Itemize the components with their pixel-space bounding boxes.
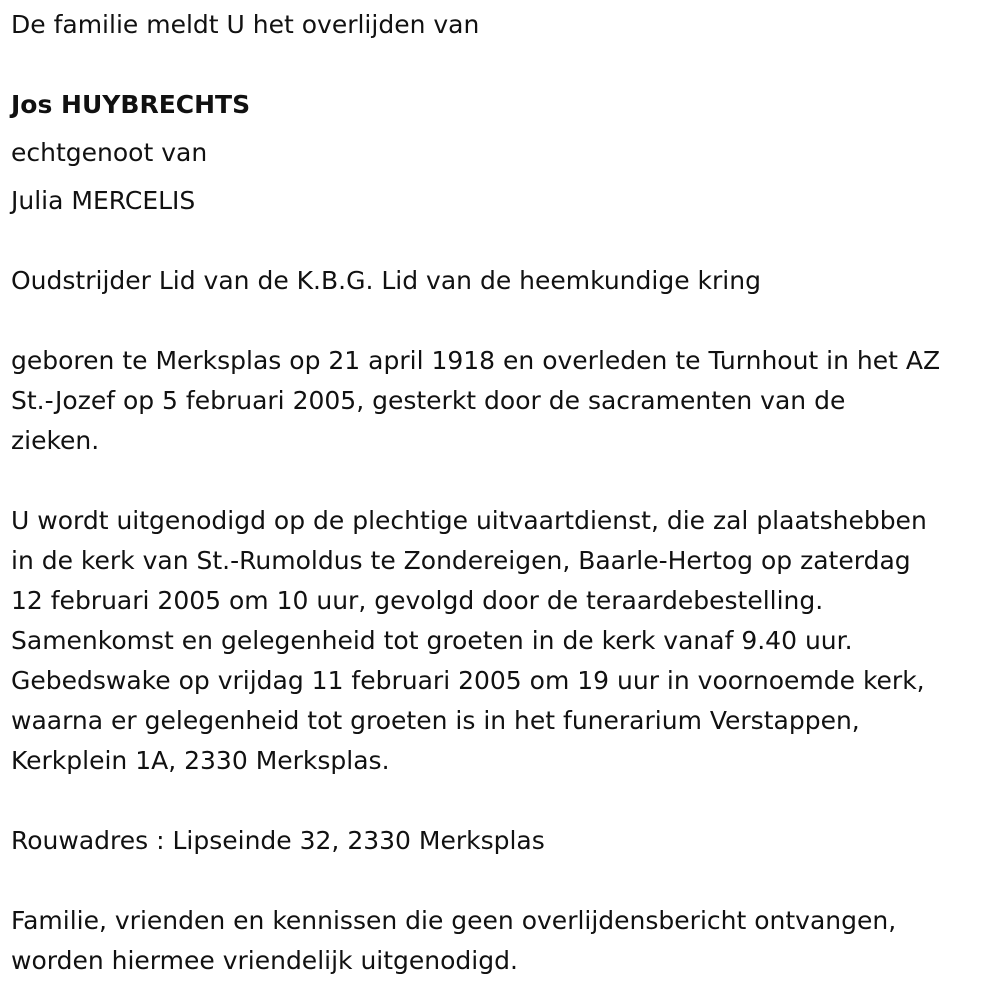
paragraph-line: U wordt uitgenodigd op de plechtige uitvaartdienst, die zal plaatshebben bbox=[11, 506, 927, 535]
paragraph-line: St.-Jozef op 5 februari 2005, gesterkt door de sacramenten van de bbox=[11, 386, 846, 415]
spouse-name: Julia MERCELIS bbox=[11, 186, 196, 215]
closing-paragraph bbox=[11, 901, 996, 981]
paragraph-line: in de kerk van St.-Rumoldus te Zondereigen, Baarle-Hertog op zaterdag bbox=[11, 546, 911, 575]
birth-death-paragraph bbox=[11, 341, 996, 461]
death-notice bbox=[11, 5, 996, 981]
paragraph-line: Kerkplein 1A, 2330 Merksplas. bbox=[11, 746, 390, 775]
paragraph-line: worden hiermee vriendelijk uitgenodigd. bbox=[11, 946, 518, 975]
relation-text: echtgenoot van bbox=[11, 138, 208, 167]
affiliations-text: Oudstrijder Lid van de K.B.G. Lid van de heemkundige kring bbox=[11, 266, 761, 295]
paragraph-line: zieken. bbox=[11, 426, 100, 455]
mourning-address: Rouwadres : Lipseinde 32, 2330 Merksplas bbox=[11, 826, 545, 855]
paragraph-line: geboren te Merksplas op 21 april 1918 en overleden te Turnhout in het AZ bbox=[11, 346, 941, 375]
spacer bbox=[11, 45, 996, 85]
spacer bbox=[11, 781, 996, 821]
paragraph-line: Samenkomst en gelegenheid tot groeten in de kerk vanaf 9.40 uur. bbox=[11, 626, 853, 655]
paragraph-line: Gebedswake op vrijdag 11 februari 2005 om 19 uur in voornoemde kerk, bbox=[11, 666, 925, 695]
paragraph-line: 12 februari 2005 om 10 uur, gevolgd door de teraardebestelling. bbox=[11, 586, 824, 615]
spacer bbox=[11, 221, 996, 261]
spacer bbox=[11, 861, 996, 901]
spacer bbox=[11, 301, 996, 341]
spacer bbox=[11, 461, 996, 501]
service-paragraph bbox=[11, 501, 996, 781]
deceased-name: Jos HUYBRECHTS bbox=[11, 90, 251, 119]
paragraph-line: Familie, vrienden en kennissen die geen overlijdensbericht ontvangen, bbox=[11, 906, 897, 935]
intro-text: De familie meldt U het overlijden van bbox=[11, 10, 480, 39]
paragraph-line: waarna er gelegenheid tot groeten is in het funerarium Verstappen, bbox=[11, 706, 860, 735]
